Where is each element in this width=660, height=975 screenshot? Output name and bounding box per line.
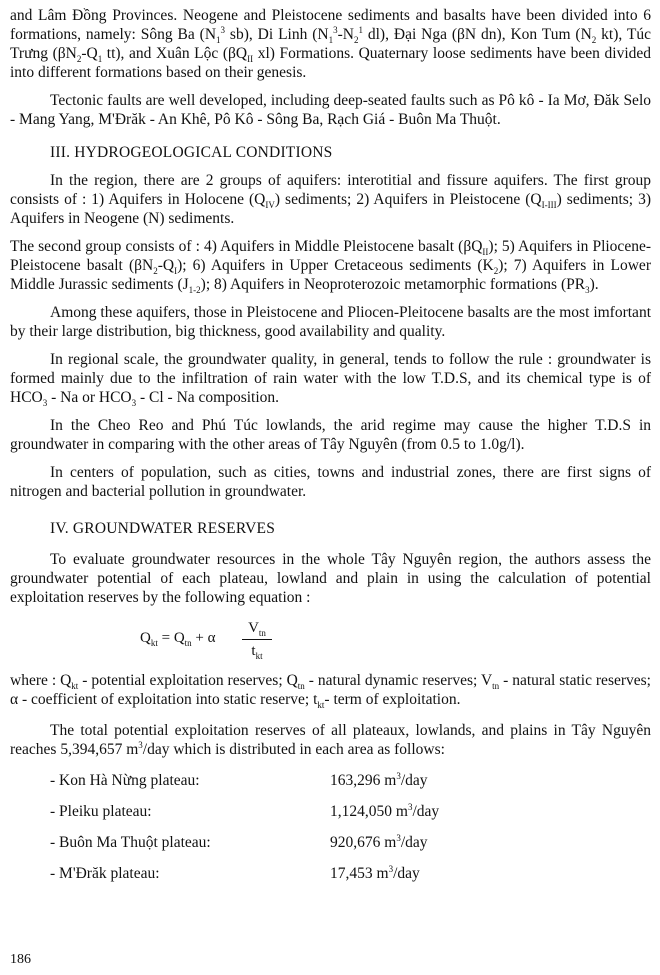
list-item [10,765,651,796]
area-value: 1,124,050 $m^3$/day [330,801,440,820]
list-item [10,858,651,889]
reserves-equation [140,619,651,661]
paragraph-equation-legend: where : $Q_{kt}$ - potential exploitation reserves; $Q_{tn}$ - natural dynamic reserves; $V_{tn}$ - natural static reserves; α - coefficient of exploitation into static reserve; $t_{kt}-$ term of exploitation. [10,672,651,711]
area-value: 163,296 $m^3$/day [330,770,428,789]
page-body [10,6,651,889]
paragraph-important-aquifers: Among these aquifers, those in Pleistocene and Pliocen-Pleitocene basalts are the most imfortant by their large distribution, big thickness, good availability and quality. [10,304,651,340]
area-name: - Kon Hà Nừng plateau: [50,772,200,789]
section-heading-hydrogeology: III. HYDROGEOLOGICAL CONDITIONS [50,144,333,161]
paragraph-formations: and Lâm Đồng Provinces. Neogene and Pleistocene sediments and basalts have been divided into 6 formations, namely: Sông Ba ($N_1^3$ sb), Di Linh ($N_1^3-N_2^1$ dl), Đại Nga (βN dn), Kon Tum ($N_2$ kt), Túc Trưng ($\beta N_2-Q_1$ tt), and Xuân Lộc ($\beta Q_{II}$ xl) Formations. Quaternary loose sediments have been divided into different formations based on their genesis. [10,7,652,81]
paragraph-pollution: In centers of population, such as cities, towns and industrial zones, there are first signs of nitrogen and bacterial pollution in groundwater. [10,464,651,500]
paragraph-cheo-reo: In the Cheo Reo and Phú Túc lowlands, the arid regime may cause the higher T.D.S in groundwater in comparing with the other areas of Tây Nguyên (from 0.5 to 1.0g/l). [10,417,651,453]
paragraph-aquifer-groups: In the region, there are 2 groups of aquifers: interotitial and fissure aquifers. The first group consists of : 1) Aquifers in Holocene $(Q_{IV})$ sediments; 2) Aquifers in Pleistocene $(Q_{I-III})$ sediments; 3) Aquifers in Neogene (N) sediments. [10,172,652,227]
fraction-numerator: $V_{tn}$ [242,619,272,640]
area-name: - Buôn Ma Thuột plateau: [50,834,211,851]
paragraph-water-quality: In regional scale, the groundwater quality, in general, tends to follow the rule : groundwater is formed mainly due to the infiltration of rain water with the low T.D.S, and its chemical type is of $HCO_3$ - Na or $HCO_3$ - Cl - Na composition. [10,351,651,409]
equation-fraction [242,619,272,661]
fraction-denominator: $t_{kt}$ [251,643,263,661]
paragraph-evaluation: To evaluate groundwater resources in the whole Tây Nguyên region, the authors assess the groundwater potential of each plateau, lowland and plain in using the calculation of potential exploitation reserves by the following equation : [10,551,651,606]
section-heading-reserves: IV. GROUNDWATER RESERVES [50,520,276,537]
equation-lhs: $Q_{kt} = Q_{tn} + \alpha$ [140,630,216,648]
page-number: 186 [10,952,31,967]
list-item [10,796,651,827]
area-value: 17,453 $m^3$/day [330,863,420,882]
paragraph-faults: Tectonic faults are well developed, including deep-seated faults such as Pô kô - Ia Mơ, Đăk Selo - Mang Yang, M'Đrăk - An Khê, Pô Kô - Sông Ba, Rạch Giá - Buôn Ma Thuột. [10,92,651,128]
area-value: 920,676 $m^3$/day [330,832,428,851]
paragraph-second-group: The second group consists of : 4) Aquifers in Middle Pleistocene basalt $(\beta Q_{II})$; 5) Aquifers in Pliocene-Pleistocene basalt $(\beta N_2-Q_I)$; 6) Aquifers in Upper Cretaceous sediments $(K_2)$; 7) Aquifers in Lower Middle Jurassic sediments $(J_{1-2})$; 8) Aquifers in Neoproterozoic metamorphic formations $(PR_3)$. [10,238,651,296]
area-name: - Pleiku plateau: [50,803,152,820]
reserves-list [10,765,651,889]
area-name: - M'Đrăk plateau: [50,865,160,882]
list-item [10,827,651,858]
paragraph-total-reserves: The total potential exploitation reserves of all plateaux, lowlands, and plains in Tây Nguyên reaches 5,394,657 $m^3$/day which is distributed in each area as follows: [10,722,651,758]
